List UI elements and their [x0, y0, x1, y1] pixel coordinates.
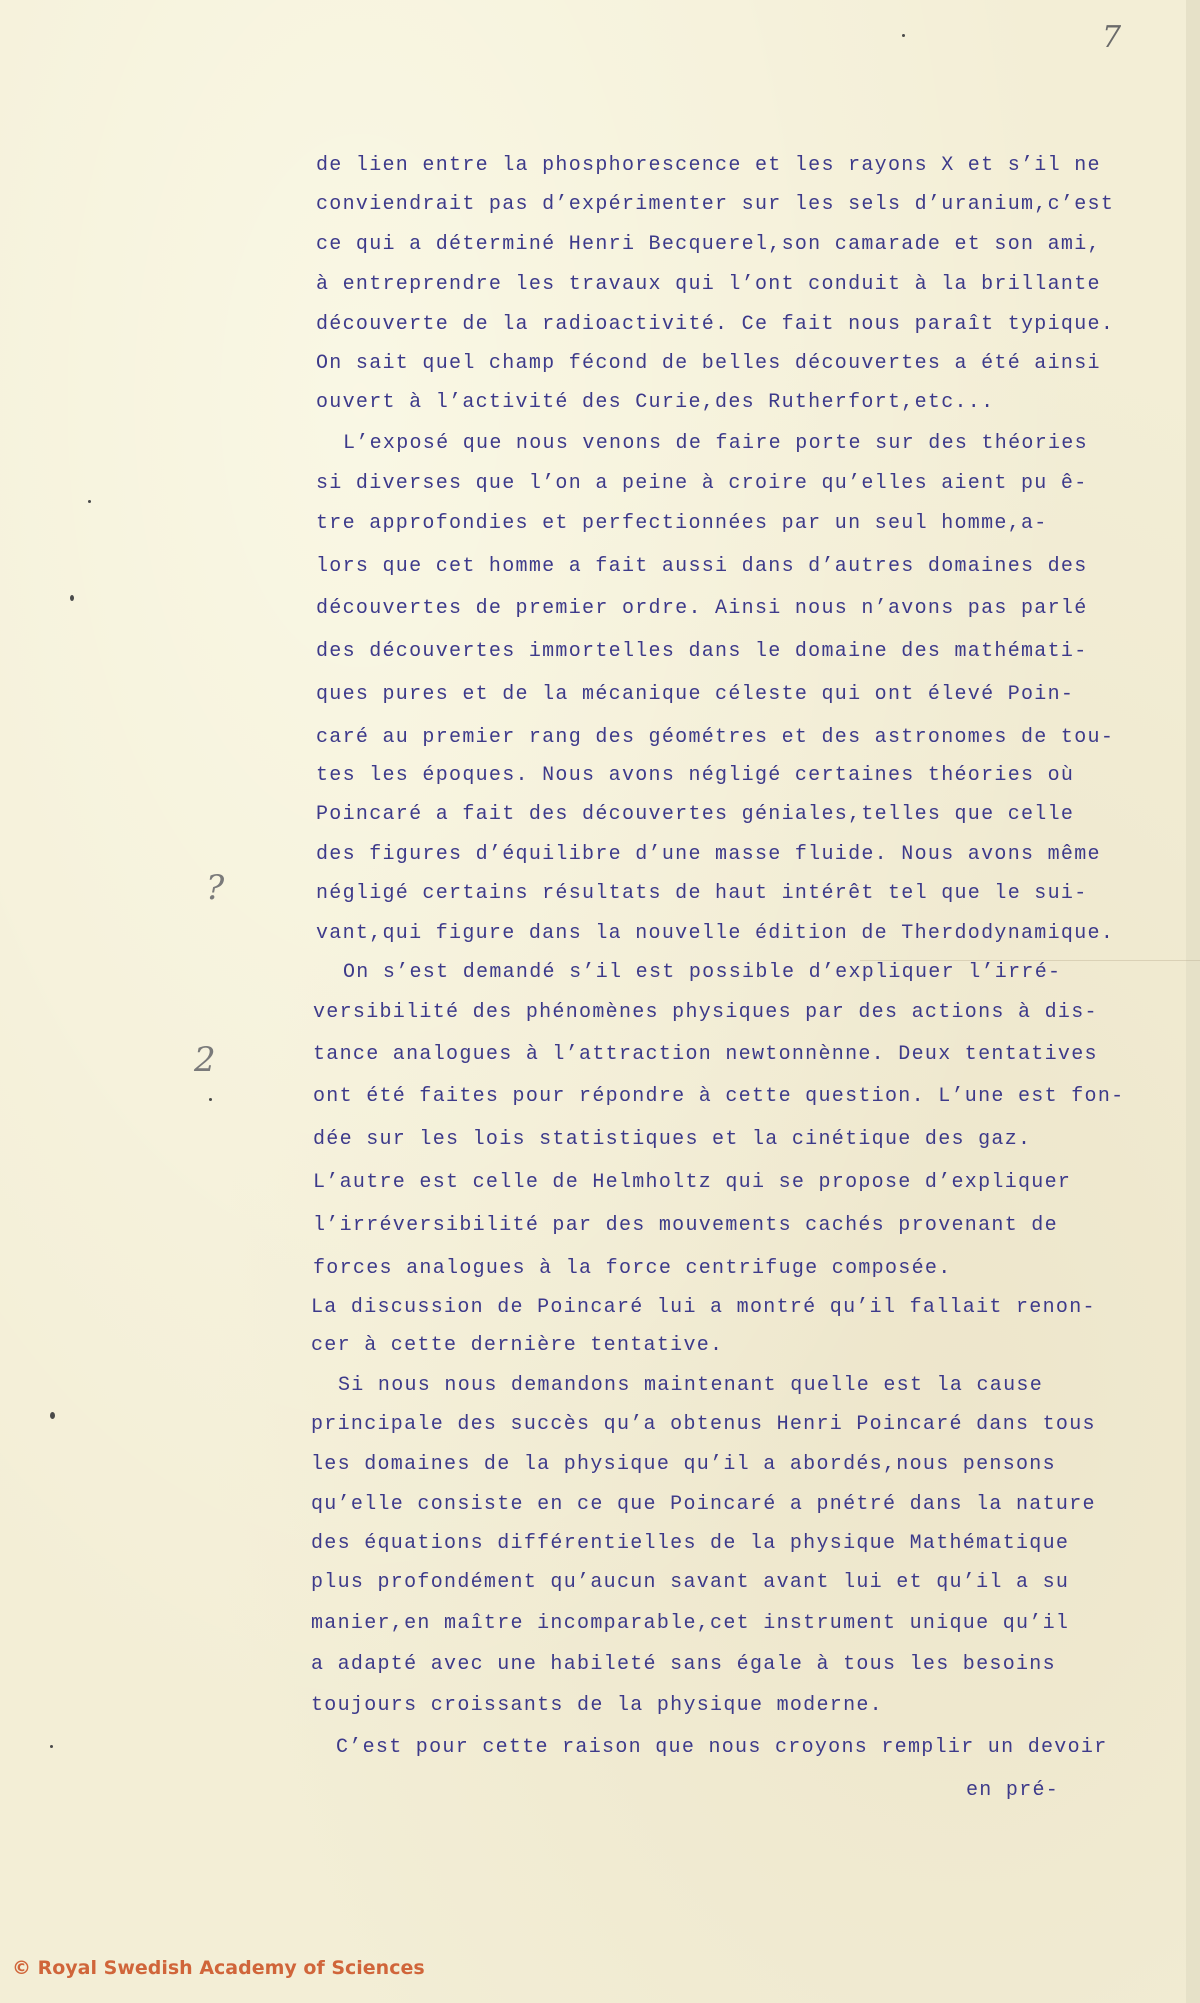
text-line: L’exposé que nous venons de faire porte sur des théories: [343, 432, 1088, 455]
text-line: a adapté avec une habileté sans égale à tous les besoins: [311, 1653, 1056, 1676]
text-line: ont été faites pour répondre à cette question. L’une est fon-: [313, 1085, 1125, 1108]
text-line: Poincaré a fait des découvertes géniales,telles que celle: [316, 803, 1075, 826]
text-line: des découvertes immortelles dans le domaine des mathémati-: [316, 640, 1088, 663]
text-line: les domaines de la physique qu’il a abordés,nous pensons: [311, 1453, 1056, 1476]
text-line: vant,qui figure dans la nouvelle édition de Therdodynamique.: [316, 922, 1115, 945]
text-line: Si nous nous demandons maintenant quelle est la cause: [338, 1374, 1044, 1397]
text-line: des équations différentielles de la physique Mathématique: [311, 1532, 1070, 1555]
text-line: toujours croissants de la physique moderne.: [311, 1694, 883, 1717]
text-line: On sait quel champ fécond de belles découvertes a été ainsi: [316, 352, 1101, 375]
text-line: versibilité des phénomènes physiques par des actions à dis-: [313, 1001, 1098, 1024]
page-number: 7: [1102, 20, 1122, 55]
text-line: négligé certains résultats de haut intérêt tel que le sui-: [316, 882, 1088, 905]
text-line: cer à cette dernière tentative.: [311, 1334, 724, 1357]
text-line: découverte de la radioactivité. Ce fait nous paraît typique.: [316, 313, 1115, 336]
text-line: tance analogues à l’attraction newtonnènne. Deux tentatives: [313, 1043, 1098, 1066]
text-line: de lien entre la phosphorescence et les rayons X et s’il ne: [316, 154, 1101, 177]
text-line: lors que cet homme a fait aussi dans d’autres domaines des: [316, 555, 1088, 578]
text-line: tes les époques. Nous avons négligé certaines théories où: [316, 764, 1075, 787]
text-line: en pré-: [966, 1779, 1060, 1802]
text-line: plus profondément qu’aucun savant avant lui et qu’il a su: [311, 1571, 1070, 1594]
margin-mark-two: 2: [194, 1040, 216, 1080]
text-line: des figures d’équilibre d’une masse fluide. Nous avons même: [316, 843, 1101, 866]
text-line: à entreprendre les travaux qui l’ont conduit à la brillante: [316, 273, 1101, 296]
text-line: si diverses que l’on a peine à croire qu’elles aient pu ê-: [316, 472, 1088, 495]
text-line: On s’est demandé s’il est possible d’expliquer l’irré-: [343, 961, 1062, 984]
text-line: l’irréversibilité par des mouvements cachés provenant de: [313, 1214, 1058, 1237]
text-line: ce qui a déterminé Henri Becquerel,son camarade et son ami,: [316, 233, 1101, 256]
text-line: dée sur les lois statistiques et la cinétique des gaz.: [313, 1128, 1032, 1151]
text-line: tre approfondies et perfectionnées par un seul homme,a-: [316, 512, 1048, 535]
copyright-watermark: © Royal Swedish Academy of Sciences: [12, 1957, 425, 1979]
text-line: principale des succès qu’a obtenus Henri Poincaré dans tous: [311, 1413, 1096, 1436]
text-line: qu’elle consiste en ce que Poincaré a pnétré dans la nature: [311, 1493, 1096, 1516]
margin-mark-question: ?: [206, 868, 225, 908]
text-line: découvertes de premier ordre. Ainsi nous n’avons pas parlé: [316, 597, 1088, 620]
text-line: forces analogues à la force centrifuge composée.: [313, 1257, 952, 1280]
text-line: ques pures et de la mécanique céleste qui ont élevé Poin-: [316, 683, 1075, 706]
text-line: La discussion de Poincaré lui a montré qu’il fallait renon-: [311, 1296, 1096, 1319]
text-line: L’autre est celle de Helmholtz qui se propose d’expliquer: [313, 1171, 1072, 1194]
text-line: manier,en maître incomparable,cet instrument unique qu’il: [311, 1612, 1070, 1635]
text-line: conviendrait pas d’expérimenter sur les sels d’uranium,c’est: [316, 193, 1115, 216]
text-line: ouvert à l’activité des Curie,des Rutherfort,etc...: [316, 391, 995, 414]
text-line: caré au premier rang des géométres et des astronomes de tou-: [316, 726, 1115, 749]
text-line: C’est pour cette raison que nous croyons remplir un devoir: [336, 1736, 1108, 1759]
